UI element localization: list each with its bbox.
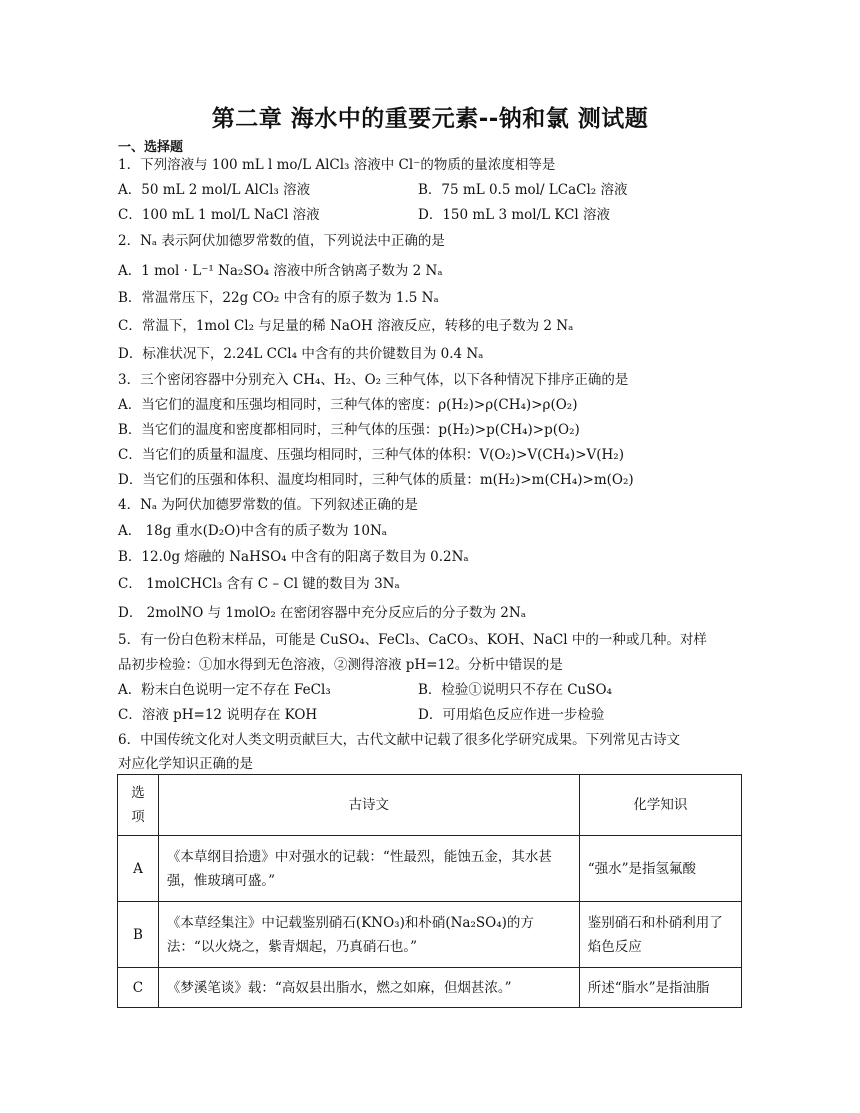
q5-option-b: B．检验①说明只不存在 CuSO₄ [418, 682, 612, 698]
q5-option-d: D．可用焰色反应作进一步检验 [418, 707, 605, 723]
row-poem: 《本草纲目拾遗》中对强水的记载：“性最烈，能蚀五金，其水甚强，惟玻璃可盛。” [158, 836, 579, 902]
q3-stem: 3．三个密闭容器中分别充入 CH₄、H₂、O₂ 三种气体，以下各种情况下排序正确的是 [118, 372, 629, 388]
row-chem: 所述“脂水”是指油脂 [579, 968, 741, 1008]
q1-option-c: C．100 mL 1 mol/L NaCl 溶液 [118, 207, 320, 223]
row-option: C [118, 968, 159, 1008]
q6-stem-line2: 对应化学知识正确的是 [118, 756, 253, 772]
q4-option-c: C． 1molCHCl₃ 含有 C – Cl 键的数目为 3Nₐ [118, 576, 400, 592]
poem-chemistry-table [117, 774, 742, 1008]
page-title: 第二章 海水中的重要元素--钠和氯 测试题 [211, 106, 649, 132]
row-option: B [118, 902, 159, 968]
header-option: 选项 [118, 775, 159, 836]
header-poem: 古诗文 [158, 775, 579, 836]
q4-option-d: D． 2molNO 与 1molO₂ 在密闭容器中充分反应后的分子数为 2Nₐ [118, 605, 526, 621]
q2-stem: 2．Nₐ 表示阿伏加德罗常数的值，下列说法中正确的是 [118, 233, 445, 249]
q3-option-a: A．当它们的温度和压强均相同时，三种气体的密度：ρ(H₂)>ρ(CH₄)>ρ(O₂) [118, 397, 578, 413]
row-chem: 鉴别硝石和朴硝利用了焰色反应 [579, 902, 741, 968]
q5-option-c: C．溶液 pH=12 说明存在 KOH [118, 707, 318, 723]
q5-option-a: A．粉末白色说明一定不存在 FeCl₃ [118, 682, 331, 698]
q3-option-d: D．当它们的压强和体积、温度均相同时，三种气体的质量：m(H₂)>m(CH₄)>m(O₂) [118, 472, 634, 488]
row-poem: 《本草经集注》中记载鉴别硝石(KNO₃)和朴硝(Na₂SO₄)的方法：“以火烧之，紫青烟起，乃真硝石也。” [158, 902, 579, 968]
q4-stem: 4．Nₐ 为阿伏加德罗常数的值。下列叙述正确的是 [118, 497, 418, 513]
table-row [118, 836, 742, 902]
q1-stem: 1．下列溶液与 100 mL l mo/L AlCl₃ 溶液中 Cl⁻的物质的量浓度相等是 [118, 157, 556, 173]
q6-stem-line1: 6．中国传统文化对人类文明贡献巨大，古代文献中记载了很多化学研究成果。下列常见古诗文 [118, 732, 681, 748]
section-heading: 一、选择题 [118, 140, 184, 155]
q2-option-a: A．1 mol · L⁻¹ Na₂SO₄ 溶液中所含钠离子数为 2 Nₐ [118, 263, 443, 279]
table-header-row [118, 775, 742, 836]
q3-option-c: C．当它们的质量和温度、压强均相同时，三种气体的体积：V(O₂)>V(CH₄)>V(H₂) [118, 447, 624, 463]
q1-option-a: A．50 mL 2 mol/L AlCl₃ 溶液 [118, 182, 311, 198]
q4-option-a: A． 18g 重水(D₂O)中含有的质子数为 10Nₐ [118, 523, 387, 539]
q1-option-b: B．75 mL 0.5 mol/ LCaCl₂ 溶液 [418, 182, 628, 198]
table-row [118, 902, 742, 968]
q2-option-d: D．标准状况下，2.24L CCl₄ 中含有的共价键数目为 0.4 Nₐ [118, 346, 484, 362]
q3-option-b: B．当它们的温度和密度都相同时，三种气体的压强：p(H₂)>p(CH₄)>p(O₂) [118, 422, 580, 438]
q2-option-b: B．常温常压下，22g CO₂ 中含有的原子数为 1.5 Nₐ [118, 290, 439, 306]
row-poem: 《梦溪笔谈》载：“高奴县出脂水，燃之如麻，但烟甚浓。” [158, 968, 579, 1008]
row-chem: “强水”是指氢氟酸 [579, 836, 741, 902]
q4-option-b: B．12.0g 熔融的 NaHSO₄ 中含有的阳离子数目为 0.2Nₐ [118, 549, 469, 565]
q1-option-d: D．150 mL 3 mol/L KCl 溶液 [418, 207, 611, 223]
table-row [118, 968, 742, 1008]
row-option: A [118, 836, 159, 902]
header-chem: 化学知识 [579, 775, 741, 836]
q5-stem-line2: 品初步检验：①加水得到无色溶液，②测得溶液 pH=12。分析中错误的是 [118, 657, 563, 673]
q2-option-c: C．常温下，1mol Cl₂ 与足量的稀 NaOH 溶液反应，转移的电子数为 2 Nₐ [118, 318, 574, 334]
q5-stem-line1: 5．有一份白色粉末样品，可能是 CuSO₄、FeCl₃、CaCO₃、KOH、NaCl 中的一种或几种。对样 [118, 632, 707, 648]
